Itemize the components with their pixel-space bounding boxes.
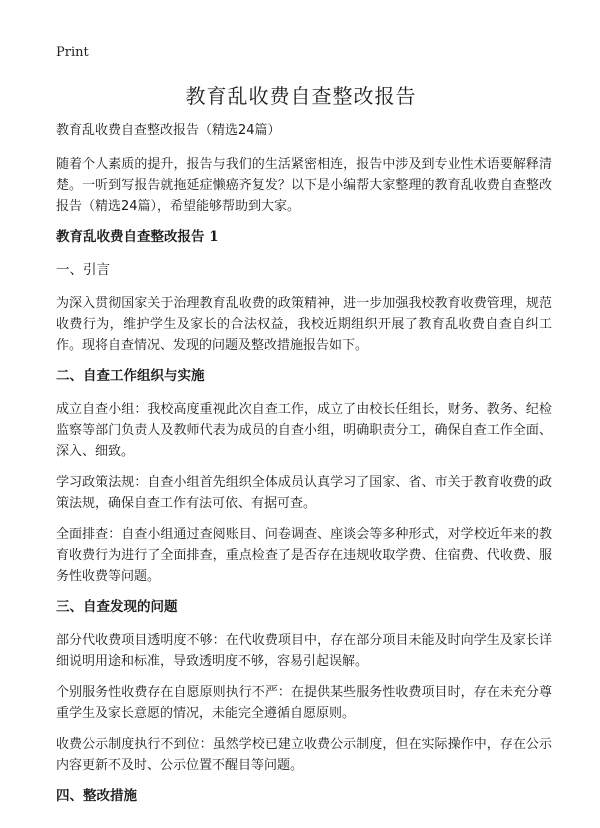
section-paragraph: 学习政策法规：自查小组首先组织全体成员认真学习了国家、省、市关于教育收费的政策法规，确保自查工作有法可依、有据可查。: [56, 475, 552, 511]
section-paragraph: 成立自查小组：我校高度重视此次自查工作，成立了由校长任组长，财务、教务、纪检监察等部门负责人及教师代表为成员的自查小组，明确职责分工，确保自查工作全面、深入、细致。: [56, 402, 552, 459]
section-paragraph: 部分代收费项目透明度不够：在代收费项目中，存在部分项目未能及时向学生及家长详细说明用途和标准，导致透明度不够，容易引起误解。: [56, 633, 552, 669]
section-paragraph: 为深入贯彻国家关于治理教育乱收费的政策精神，进一步加强我校教育收费管理，规范收费行为，维护学生及家长的合法权益，我校近期组织开展了教育乱收费自查自纠工作。现将自查情况、发现的问题及整改措施报告如下。: [56, 296, 552, 353]
section-heading-organization: 二、自查工作组织与实施: [56, 368, 205, 384]
report-heading: 教育乱收费自查整改报告 1: [56, 229, 219, 245]
article-body: [56, 120, 552, 819]
section-paragraph: 个别服务性收费存在自愿原则执行不严：在提供某些服务性收费项目时，存在未充分尊重学生及家长意愿的情况，未能完全遵循自愿原则。: [56, 685, 552, 721]
section-heading-measures: 四、整改措施: [56, 788, 137, 804]
intro-paragraph: 随着个人素质的提升，报告与我们的生活紧密相连，报告中涉及到专业性术语要解释清楚。一听到写报告就拖延症懒癌齐复发？以下是小编帮大家整理的教育乱收费自查整改报告（精选24篇），希望能够帮助到大家。: [56, 157, 552, 214]
section-heading-problems: 三、自查发现的问题: [56, 599, 178, 615]
print-link[interactable]: Print: [56, 45, 89, 60]
section-heading-intro: 一、引言: [56, 262, 110, 278]
section-paragraph: 全面排查：自查小组通过查阅账目、问卷调查、座谈会等多种形式，对学校近年来的教育收费行为进行了全面排查，重点检查了是否存在违规收取学费、住宿费、代收费、服务性收费等问题。: [56, 527, 552, 584]
page-title: 教育乱收费自查整改报告: [185, 84, 417, 108]
section-paragraph: 收费公示制度执行不到位：虽然学校已建立收费公示制度，但在实际操作中，存在公示内容更新不及时、公示位置不醒目等问题。: [56, 737, 552, 773]
article-subtitle: 教育乱收费自查整改报告（精选24篇）: [56, 123, 281, 138]
